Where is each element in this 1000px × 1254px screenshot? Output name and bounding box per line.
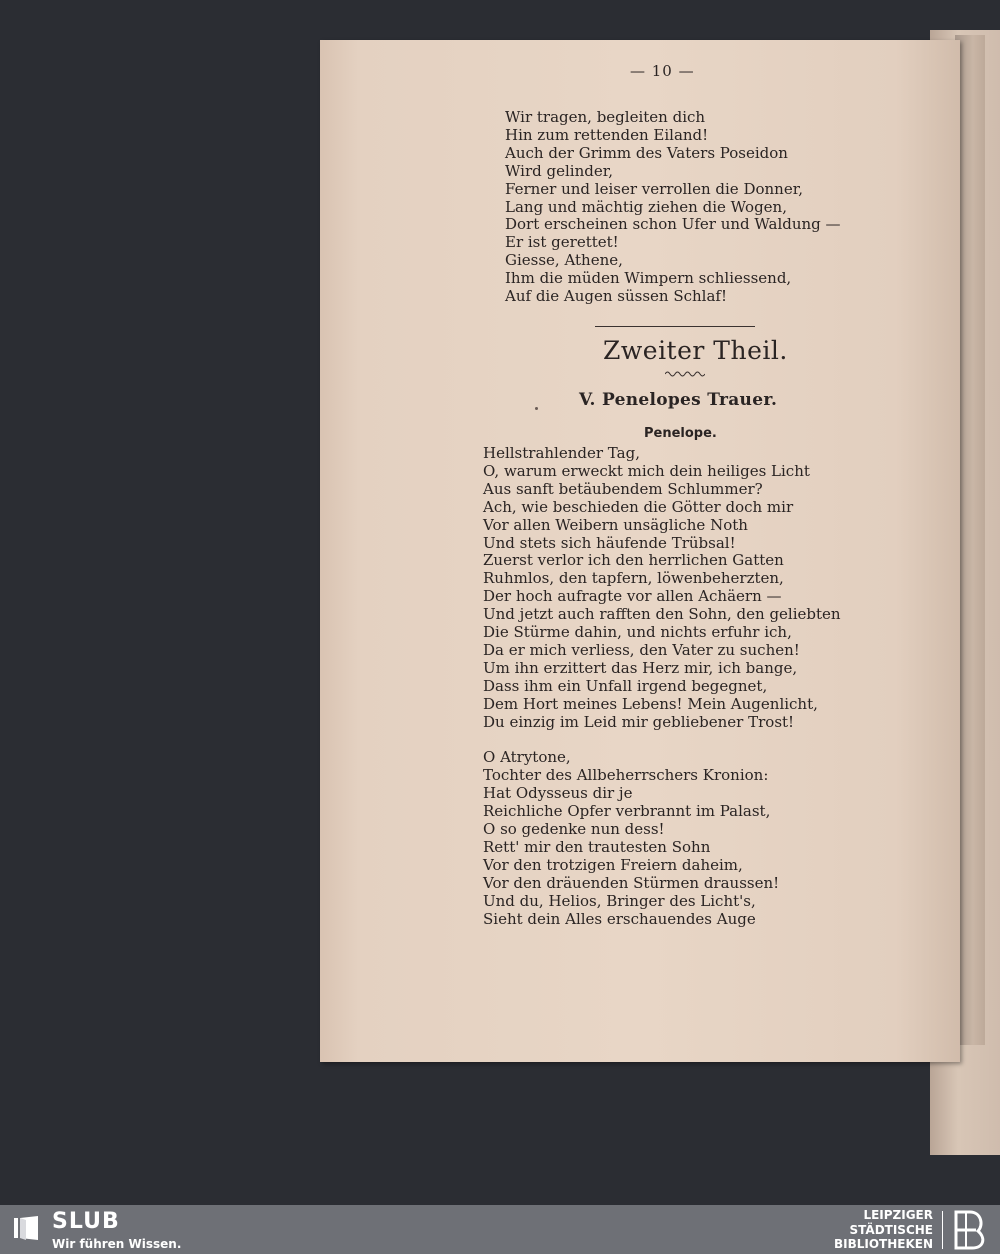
slub-tagline: Wir führen Wissen.: [52, 1237, 182, 1251]
verse-line: Rett' mir den trautesten Sohn: [483, 837, 711, 856]
verse-line: Hat Odysseus dir je: [483, 784, 633, 803]
slub-brand[interactable]: SLUB: [52, 1209, 120, 1234]
verse-line: Und stets sich häufende Trübsal!: [483, 533, 736, 552]
verse-line: Hellstrahlender Tag,: [483, 444, 640, 462]
verse-line: O, warum erweckt mich dein heiliges Licht: [483, 461, 810, 480]
verse-line: Um ihn erzittert das Herz mir, ich bange,: [483, 658, 798, 677]
lsb-brand[interactable]: [793, 1208, 933, 1252]
verse-line: Tochter des Allbeherrschers Kronion:: [483, 766, 769, 785]
verse-line: Die Stürme dahin, und nichts erfuhr ich,: [483, 623, 792, 642]
verse-line: Der hoch aufragte vor allen Achäern —: [483, 587, 782, 606]
verse-line: Wir tragen, begleiten dich: [505, 108, 706, 126]
lsb-line-3: BIBLIOTHEKEN: [833, 1237, 933, 1251]
scanned-page: [320, 40, 960, 1062]
page-number: — 10 —: [630, 62, 695, 80]
lsb-b-logo-icon[interactable]: [950, 1209, 992, 1251]
footer-divider: [942, 1211, 943, 1249]
verse-line: Und du, Helios, Bringer des Licht's,: [483, 891, 756, 910]
verse-line: Giesse, Athene,: [505, 251, 623, 270]
verse-line: Auf die Augen süssen Schlaf!: [505, 287, 727, 306]
verse-line: Ruhmlos, den tapfern, löwenbeherzten,: [483, 569, 784, 588]
verse-line: Hin zum rettenden Eiland!: [505, 125, 709, 144]
verse-line: Vor den dräuenden Stürmen draussen!: [483, 873, 780, 892]
lsb-line-1: LEIPZIGER: [863, 1208, 933, 1222]
footer-bar: [0, 1205, 1000, 1254]
section-title: V. Penelopes Trauer.: [579, 390, 778, 410]
verse-line: Du einzig im Leid mir gebliebener Trost!: [483, 712, 795, 731]
verse-line: Lang und mächtig ziehen die Wogen,: [505, 197, 787, 216]
verse-line: Zuerst verlor ich den herrlichen Gatten: [483, 551, 784, 570]
penelope-poem: [483, 445, 841, 928]
part-title: Zweiter Theil.: [603, 336, 788, 365]
verse-line: Dass ihm ein Unfall irgend begegnet,: [483, 676, 768, 695]
verse-line: Er ist gerettet!: [505, 233, 619, 252]
verse-line: Vor den trotzigen Freiern daheim,: [483, 855, 743, 874]
verse-line: Vor allen Weibern unsägliche Noth: [483, 515, 748, 534]
verse-line: Aus sanft betäubendem Schlummer?: [483, 479, 763, 498]
slub-book-icon[interactable]: [12, 1214, 40, 1242]
verse-line: Ach, wie beschieden die Götter doch mir: [483, 497, 794, 516]
section-divider: [595, 326, 755, 327]
verse-line: Sieht dein Alles erschauendes Auge: [483, 909, 756, 928]
verse-line: Da er mich verliess, den Vater zu suchen!: [483, 640, 800, 659]
closing-stanza: [505, 109, 841, 306]
ornament-icon: [665, 370, 705, 378]
speaker-name: Penelope.: [644, 426, 717, 441]
verse-line: Auch der Grimm des Vaters Poseidon: [505, 143, 788, 162]
verse-line: Dort erscheinen schon Ufer und Waldung —: [505, 215, 841, 234]
verse-line: O Atrytone,: [483, 748, 571, 767]
lsb-line-2: STÄDTISCHE: [849, 1222, 933, 1237]
verse-line: Wird gelinder,: [505, 161, 613, 180]
verse-line: Ferner und leiser verrollen die Donner,: [505, 179, 804, 198]
stanza-gap: [483, 732, 841, 750]
verse-line: O so gedenke nun dess!: [483, 820, 665, 839]
verse-line: Dem Hort meines Lebens! Mein Augenlicht,: [483, 694, 818, 713]
ink-speck: [535, 407, 538, 410]
verse-line: Ihm die müden Wimpern schliessend,: [505, 269, 792, 288]
verse-line: Reichliche Opfer verbrannt im Palast,: [483, 802, 771, 821]
verse-line: Und jetzt auch rafften den Sohn, den geliebten: [483, 605, 841, 624]
